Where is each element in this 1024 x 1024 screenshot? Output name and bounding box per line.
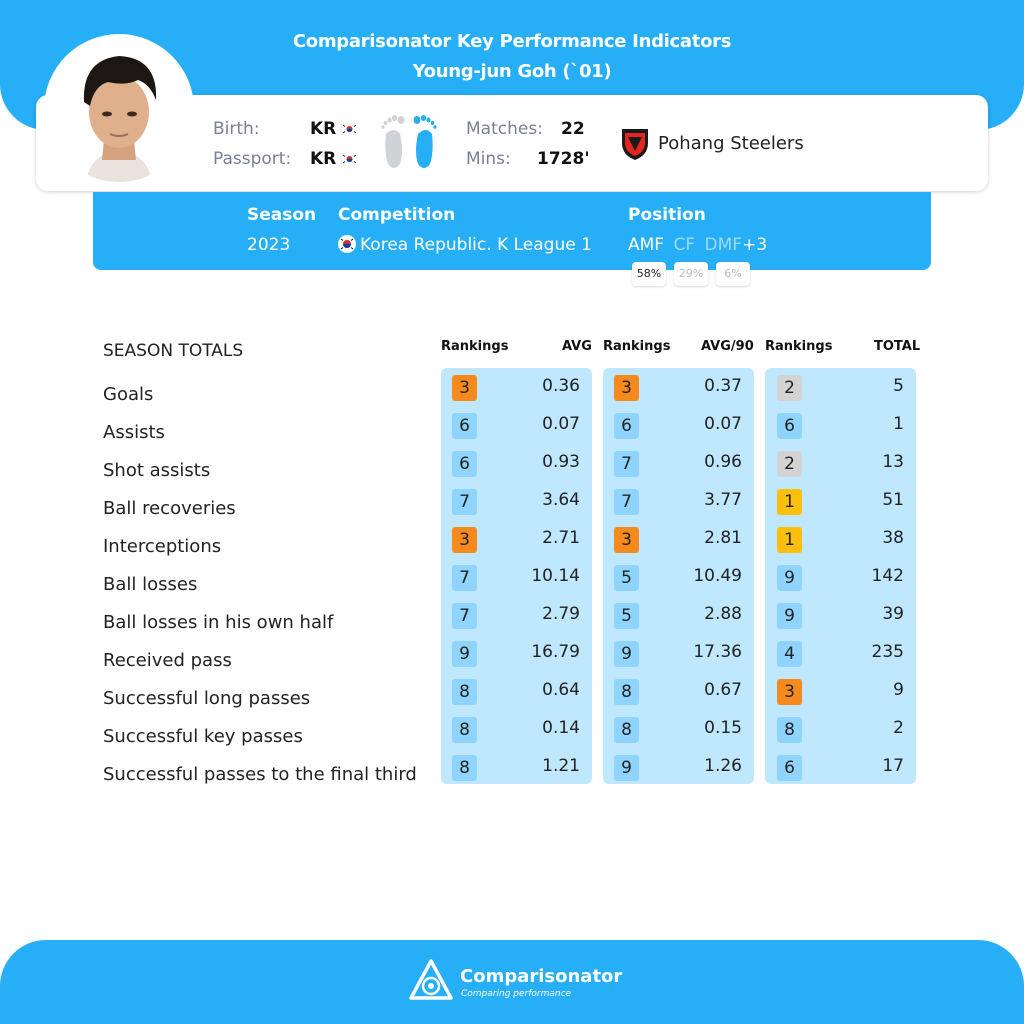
mins-value: 1728' — [537, 149, 590, 169]
position-pct-amf: 58% — [632, 262, 666, 286]
rank-badge: 2 — [777, 375, 802, 401]
rank-badge: 9 — [777, 565, 802, 591]
header-avg: AVG — [562, 339, 592, 354]
stat-value: 142 — [871, 566, 904, 586]
birth-country: KR — [310, 119, 337, 139]
stat-value: 0.14 — [542, 718, 580, 738]
rank-badge: 8 — [452, 717, 477, 743]
rank-badge: 6 — [777, 413, 802, 439]
rank-badge: 1 — [777, 527, 802, 553]
comparisonator-logo-icon — [408, 958, 454, 1004]
stat-value: 1.26 — [704, 756, 742, 776]
stat-value: 0.36 — [542, 376, 580, 396]
header-rankings-avg: Rankings — [441, 339, 509, 354]
korea-flag-icon — [341, 123, 358, 135]
metric-label: Assists — [103, 422, 165, 443]
stat-value: 5 — [893, 376, 904, 396]
header-rankings-total: Rankings — [765, 339, 833, 354]
passport-value — [310, 149, 358, 169]
rank-badge: 8 — [452, 679, 477, 705]
position-dmf: DMF — [704, 235, 743, 255]
rank-badge: 3 — [452, 375, 477, 401]
stat-value: 0.07 — [704, 414, 742, 434]
season-value: 2023 — [247, 235, 291, 255]
more-positions[interactable]: +3 — [742, 235, 768, 255]
position-pct-cf: 29% — [674, 262, 708, 286]
position-label: Position — [628, 205, 706, 225]
rank-badge: 8 — [614, 717, 639, 743]
season-totals-title: SEASON TOTALS — [103, 341, 244, 361]
passport-country: KR — [310, 149, 337, 169]
stat-value: 2 — [893, 718, 904, 738]
rank-badge: 3 — [777, 679, 802, 705]
competition-label: Competition — [338, 205, 456, 225]
header-rankings-avg90: Rankings — [603, 339, 671, 354]
metric-label: Ball losses in his own half — [103, 612, 334, 633]
stat-value: 9 — [893, 680, 904, 700]
rank-badge: 5 — [614, 603, 639, 629]
rank-badge: 8 — [777, 717, 802, 743]
competition-value — [338, 235, 592, 255]
rank-badge: 1 — [777, 489, 802, 515]
stat-value: 0.96 — [704, 452, 742, 472]
stat-value: 39 — [882, 604, 904, 624]
stat-value: 0.37 — [704, 376, 742, 396]
stat-value: 0.93 — [542, 452, 580, 472]
rank-badge: 7 — [452, 489, 477, 515]
birth-label: Birth: — [213, 119, 260, 139]
rank-badge: 7 — [452, 603, 477, 629]
footer-brand: Comparisonator — [460, 966, 623, 987]
stat-value: 13 — [882, 452, 904, 472]
stat-value: 2.79 — [542, 604, 580, 624]
stat-value: 3.77 — [704, 490, 742, 510]
stat-value: 17.36 — [693, 642, 742, 662]
position-cf: CF — [673, 235, 696, 255]
rank-badge: 7 — [614, 451, 639, 477]
stat-value: 10.49 — [693, 566, 742, 586]
stat-value: 0.64 — [542, 680, 580, 700]
korea-flag-icon — [341, 153, 358, 165]
stat-value: 0.15 — [704, 718, 742, 738]
rank-badge: 3 — [614, 527, 639, 553]
rank-badge: 6 — [452, 451, 477, 477]
stat-value: 38 — [882, 528, 904, 548]
position-amf: AMF — [628, 235, 665, 255]
title-text: Comparisonator Key Performance Indicators — [292, 31, 732, 52]
rank-badge: 4 — [777, 641, 802, 667]
rank-badge: 9 — [614, 641, 639, 667]
metric-label: Received pass — [103, 650, 232, 671]
stat-value: 10.14 — [531, 566, 580, 586]
footer-tagline: Comparing performance — [461, 989, 572, 999]
rank-badge: 5 — [614, 565, 639, 591]
metric-label: Successful passes to the final third — [103, 764, 417, 785]
competition-name: Korea Republic. K League 1 — [360, 235, 592, 255]
stat-value: 51 — [882, 490, 904, 510]
season-label: Season — [247, 205, 317, 225]
player-photo — [46, 36, 192, 182]
position-values — [628, 235, 767, 255]
metric-label: Interceptions — [103, 536, 222, 557]
mins-label: Mins: — [466, 149, 511, 169]
header-avg90: AVG/90 — [701, 339, 754, 354]
korea-flag-icon — [338, 235, 356, 253]
passport-label: Passport: — [213, 149, 292, 169]
metric-label: Shot assists — [103, 460, 211, 481]
stat-value: 235 — [871, 642, 904, 662]
stat-value: 1 — [893, 414, 904, 434]
rank-badge: 9 — [614, 755, 639, 781]
stat-value: 1.21 — [542, 756, 580, 776]
player-name: Young-jun Goh (`01) — [412, 61, 612, 82]
rank-badge: 3 — [452, 527, 477, 553]
rank-badge: 7 — [614, 489, 639, 515]
birth-value — [310, 119, 358, 139]
metric-label: Ball recoveries — [103, 498, 236, 519]
metric-label: Successful long passes — [103, 688, 311, 709]
rank-badge: 6 — [614, 413, 639, 439]
rank-badge: 8 — [452, 755, 477, 781]
rank-badge: 2 — [777, 451, 802, 477]
rank-badge: 3 — [614, 375, 639, 401]
stat-value: 3.64 — [542, 490, 580, 510]
metric-label: Successful key passes — [103, 726, 303, 747]
footedness-feet-icon — [378, 112, 440, 172]
stat-value: 0.07 — [542, 414, 580, 434]
stat-value: 17 — [882, 756, 904, 776]
club-name: Pohang Steelers — [658, 133, 804, 154]
stat-value: 16.79 — [531, 642, 580, 662]
stat-value: 2.71 — [542, 528, 580, 548]
club-crest-icon — [620, 125, 650, 161]
rank-badge: 7 — [452, 565, 477, 591]
matches-value: 22 — [561, 119, 585, 139]
stat-value: 2.81 — [704, 528, 742, 548]
stat-value: 2.88 — [704, 604, 742, 624]
stat-value: 0.67 — [704, 680, 742, 700]
rank-badge: 9 — [452, 641, 477, 667]
rank-badge: 9 — [777, 603, 802, 629]
season-band — [93, 192, 931, 270]
metric-label: Goals — [103, 384, 154, 405]
position-pct-dmf: 6% — [716, 262, 750, 286]
metric-label: Ball losses — [103, 574, 198, 595]
rank-badge: 8 — [614, 679, 639, 705]
rank-badge: 6 — [452, 413, 477, 439]
header-total: TOTAL — [874, 339, 921, 354]
rank-badge: 6 — [777, 755, 802, 781]
matches-label: Matches: — [466, 119, 543, 139]
